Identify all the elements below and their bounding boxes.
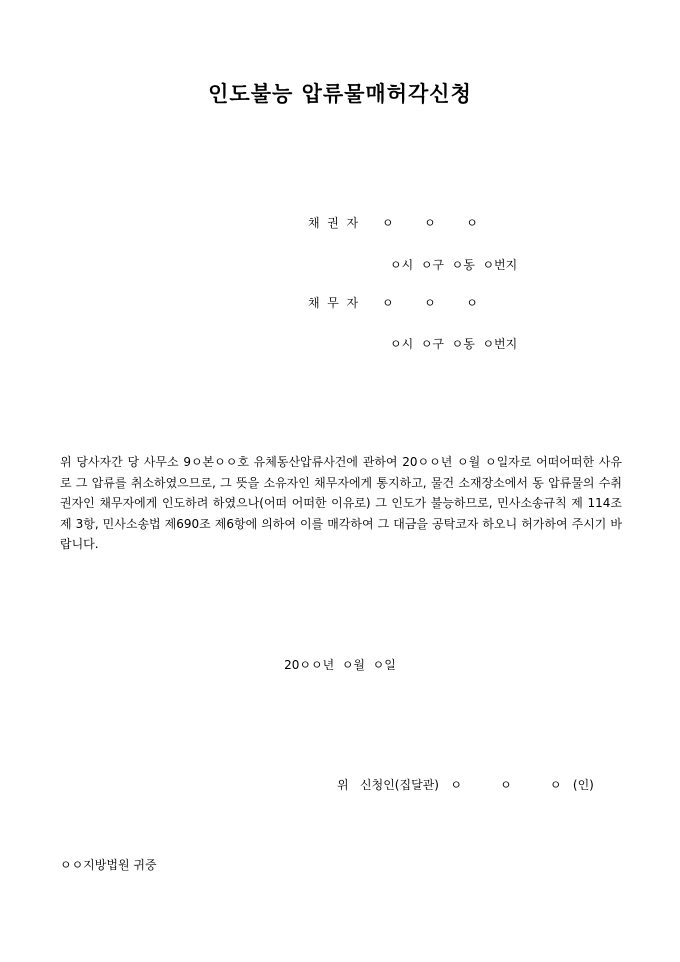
application-date: 20ㅇㅇ년 ㅇ월 ㅇ일 [284, 658, 396, 672]
application-body: 위 당사자간 당 사무소 9ㅇ본ㅇㅇ호 유체동산압류사건에 관하여 20ㅇㅇ년 ㅇ월 ㅇ일자로 어떠어떠한 사유로 그 압류를 취소하였으므로, 그 뜻을 소유자인 채무자에게 통지하고, 물건 소재장소에서 동 압류물의 수취권자인 채무자에게 인도하려 하였으나(어떠 어떠한 이유로) 그 인도가 불능하므로, 민사소송규칙 제 114조 제 3항, 민사소송법 제690조 제6항에 의하여 이를 매각하여 그 대금을 공탁코자 하오니 허가하여 주시기 바랍니다. [60, 455, 622, 551]
debtor-name: ㅇ ㅇ ㅇ [382, 296, 478, 310]
applicant-signature-line: 위 신청인(집달관) ㅇ ㅇ ㅇ (인) [337, 778, 594, 792]
creditor-label: 채 권 자 [308, 216, 359, 230]
debtor-row [308, 294, 478, 311]
court-addressee: ㅇㅇ지방법원 귀중 [60, 858, 157, 872]
debtor-label: 채 무 자 [308, 296, 359, 310]
creditor-row [308, 214, 478, 231]
document-title: 인도불능 압류물매허각신청 [208, 82, 472, 106]
creditor-name: ㅇ ㅇ ㅇ [382, 216, 478, 230]
creditor-address: ㅇ시 ㅇ구 ㅇ동 ㅇ번지 [390, 258, 518, 272]
debtor-address: ㅇ시 ㅇ구 ㅇ동 ㅇ번지 [390, 337, 518, 351]
